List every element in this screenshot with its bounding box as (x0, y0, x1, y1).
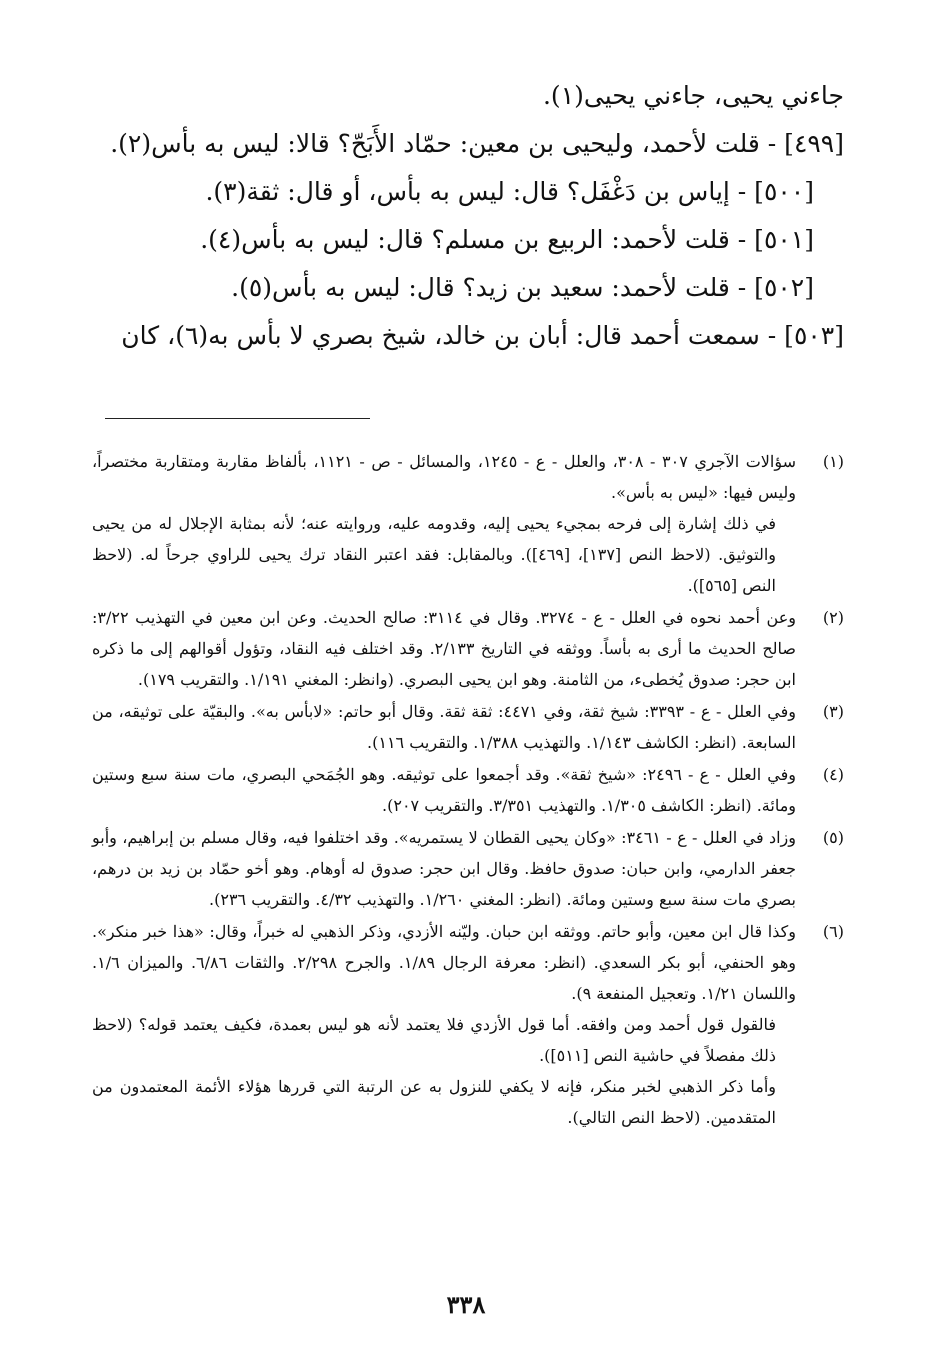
footnote-number: (٤) (822, 765, 844, 784)
footnote-paragraph: وكذا قال ابن معين، وأبو حاتم. ووثقه ابن حبان. وليّنه الأزدي، وذكر الذهبي له خبراً، وقال: «هذا خبر منكر». وهو الحنفي، أبو بكر السعدي. (انظر: معرفة الرجال ١/٨٩. والجرح ٢/٢٩٨. والثقات ٦/٨٦. والميزان ١/٦. واللسان ١/٢١. وتعجيل المنفعة ٩). (92, 922, 797, 1003)
entry-500: [٥٠٠] - إياس بن دَغْفَل؟ قال: ليس به بأس، أو قال: ثقة(٣). (205, 177, 814, 206)
main-text (92, 72, 844, 360)
footnote-separator (105, 418, 370, 419)
entry-499: [٤٩٩] - قلت لأحمد، وليحيى بن معين: حمّاد الأَبَحّ؟ قالا: ليس به بأس(٢). (110, 129, 844, 158)
footnote-paragraph: وفي العلل - ع - ٣٣٩٣: شيخ ثقة، وفي ٤٤٧١: ثقة ثقة. وقال أبو حاتم: «لابأس به». والبقيّة على توثيقه، من السابعة. (انظر: الكاشف ١/١٤٣. والتهذيب ١/٣٨٨. والتقريب ١١٦). (92, 702, 797, 752)
footnote-paragraph: سؤالات الآجري ٣٠٧ - ٣٠٨، والعلل - ع - ١٢٤٥، والمسائل - ص - ١١٢١، بألفاظ مقاربة ومتقاربة مختصراً، وليس فيها: «ليس به بأس». (92, 452, 797, 502)
footnote-number: (٣) (822, 702, 844, 721)
footnote-paragraph: وزاد في العلل - ع - ٣٤٦١: «وكان يحيى القطان لا يستمريه». وقد اختلفوا فيه، وقال مسلم بن إبراهيم، وأبو جعفر الدارمي، وابن حبان: صدوق حافظ. وقال ابن حجر: صدوق له أوهام. وهو أخو حمّاد بن زيد بن درهم، بصري مات سنة سبع وستين ومائة. (انظر: المغني ١/٢٦٠. والتهذيب ٤/٣٢. والتقريب ٢٣٦). (92, 828, 796, 909)
footnote-1 (92, 446, 844, 601)
footnote-number: (١) (822, 452, 844, 471)
footnote-5 (92, 822, 844, 915)
footnote-4 (92, 759, 844, 821)
page-number: ٣٣٨ (446, 1290, 486, 1319)
footnotes (92, 446, 844, 1134)
main-line-continuation: جاءني يحيى، جاءني يحيى(١). (542, 81, 844, 110)
entry-503: [٥٠٣] - سمعت أحمد قال: أبان بن خالد، شيخ بصري لا بأس به(٦)، كان (121, 321, 844, 350)
footnote-2 (92, 602, 844, 695)
footnote-paragraph: وفي العلل - ع - ٢٤٩٦: «شيخ ثقة». وقد أجمعوا على توثيقه. وهو الجُمَحي البصري، مات سنة سبع وستين ومائة. (انظر: الكاشف ١/٣٠٥. والتهذيب ٣/٣٥١. والتقريب ٢٠٧). (92, 765, 797, 815)
footnote-number: (٦) (822, 922, 844, 941)
footnote-paragraph: فالقول قول أحمد ومن وافقه. أما قول الأزدي فلا يعتمد لأنه هو ليس بعمدة، فكيف يعتمد قوله؟ (لاحظ ذلك مفصلاً في حاشية النص [٥١١]). (92, 1015, 777, 1065)
footnote-number: (٢) (822, 608, 844, 627)
footnote-6 (92, 916, 844, 1133)
entry-502: [٥٠٢] - قلت لأحمد: سعيد بن زيد؟ قال: ليس به بأس(٥). (231, 273, 814, 302)
entry-501: [٥٠١] - قلت لأحمد: الربيع بن مسلم؟ قال: ليس به بأس(٤). (200, 225, 814, 254)
footnote-paragraph: في ذلك إشارة إلى فرحه بمجيء يحيى إليه، وقدومه عليه، وروايته عنه؛ لأنه بمثابة الإجلال له من يحيى والتوثيق. (لاحظ النص [١٣٧]، [٤٦٩]). وبالمقابل: فقد اعتبر النقاد ترك يحيى للراوي جرحاً له. (لاحظ النص [٥٦٥]). (92, 514, 777, 595)
footnote-paragraph: وأما ذكر الذهبي لخبر منكر، فإنه لا يكفي للنزول به عن الرتبة التي قررها هؤلاء الأئمة المعتمدون من المتقدمين. (لاحظ النص التالي). (92, 1077, 776, 1127)
footnote-number: (٥) (822, 828, 844, 847)
footnote-3 (92, 696, 844, 758)
footnote-paragraph: وعن أحمد نحوه في العلل - ع - ٣٢٧٤. وقال في ٣١١٤: صالح الحديث. وعن ابن معين في التهذيب ٣/٢٢: صالح الحديث ما أرى به بأساً. ووثقه في التاريخ ٢/١٣٣. وقد اختلف فيه النقاد، وتؤول أقوالهم إلى ما ذكره ابن حجر: صدوق يُخطىء، من الثامنة. وهو ابن يحيى البصري. (وانظر: المغني ١/١٩١. والتقريب ١٧٩). (92, 608, 797, 689)
